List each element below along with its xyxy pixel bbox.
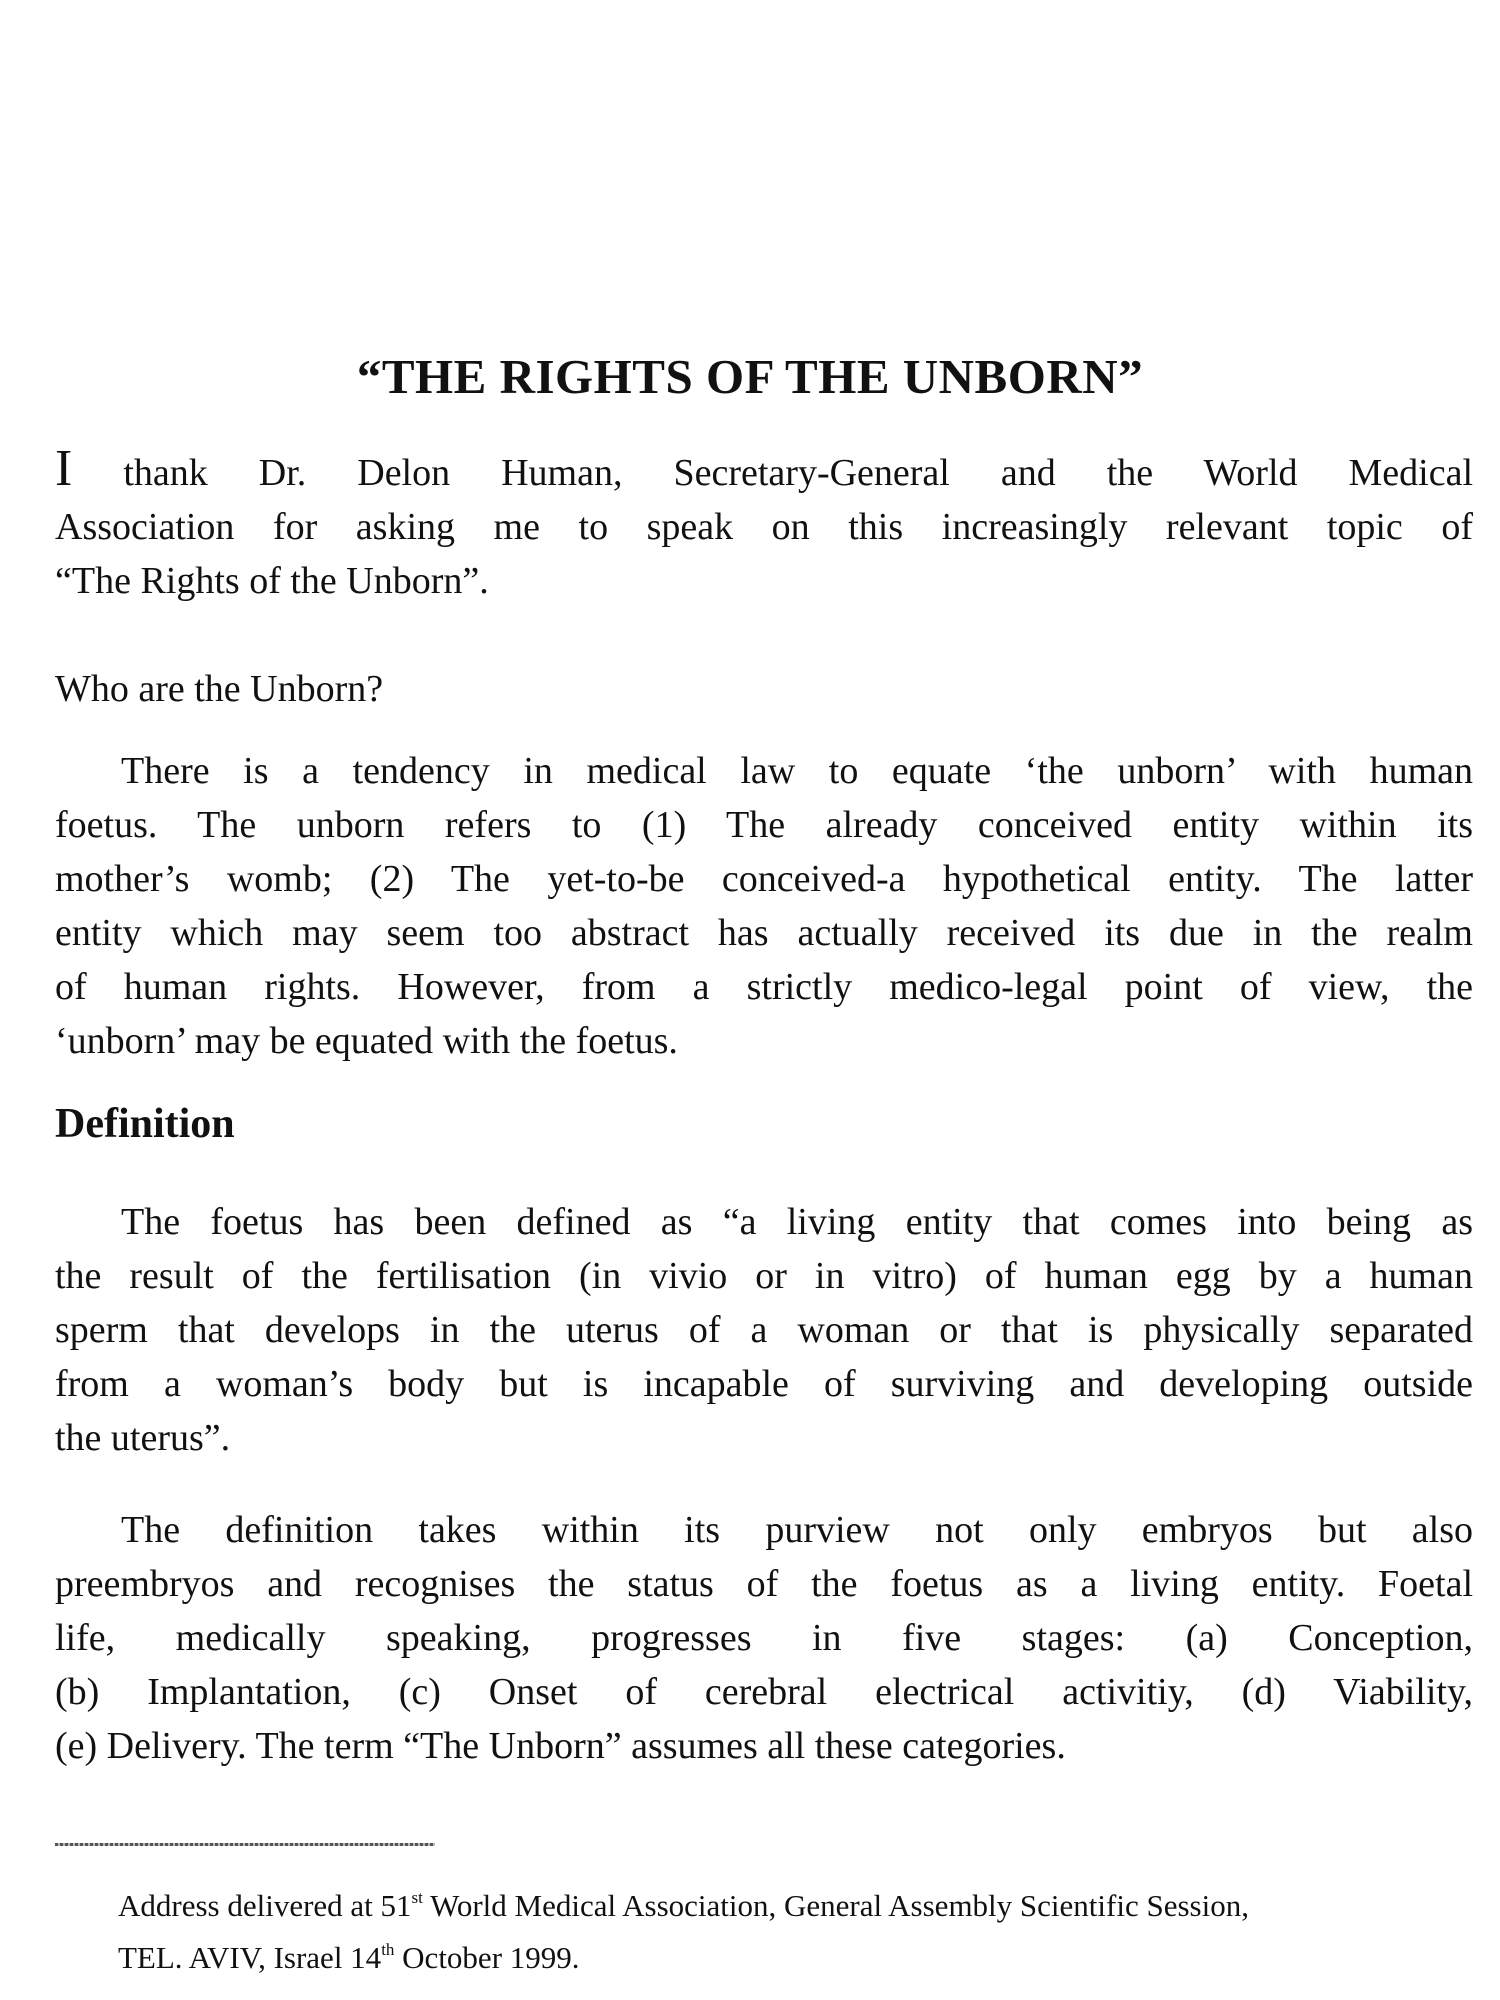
paragraph-line: There is a tendency in medical law to equate ‘the unborn’ with human <box>121 750 1473 792</box>
intro-paragraph <box>55 442 1473 608</box>
paragraph-line: entity which may seem too abstract has actually received its due in the realm <box>55 912 1473 954</box>
intro-line: Association for asking me to speak on this increasingly relevant topic of <box>55 506 1473 548</box>
paragraph-line: the uterus”. <box>55 1417 231 1459</box>
paragraph-line: life, medically speaking, progresses in five stages: (a) Conception, <box>55 1617 1473 1659</box>
paragraph-line: mother’s womb; (2) The yet-to-be conceived-a hypothetical entity. The latter <box>55 858 1473 900</box>
footnote-text: TEL. AVIV, Israel 14 <box>118 1940 382 1975</box>
paragraph-line: of human rights. However, from a strictly medico-legal point of view, the <box>55 966 1473 1008</box>
footnote-line <box>118 1880 1473 1932</box>
paragraph-line: (e) Delivery. The term “The Unborn” assumes all these categories. <box>55 1725 1066 1767</box>
footnote <box>118 1880 1473 1984</box>
intro-line: “The Rights of the Unborn”. <box>55 560 489 602</box>
paragraph-line: ‘unborn’ may be equated with the foetus. <box>55 1020 678 1062</box>
paragraph-line: The foetus has been defined as “a living entity that comes into being as <box>121 1201 1473 1243</box>
paragraph-line: preembryos and recognises the status of the foetus as a living entity. Foetal <box>55 1563 1473 1605</box>
footnote-superscript: st <box>411 1888 423 1907</box>
section-heading-definition: Definition <box>55 1101 235 1147</box>
paragraph-line: the result of the fertilisation (in vivio or in vitro) of human egg by a human <box>55 1255 1473 1297</box>
paragraph-stages <box>55 1503 1473 1773</box>
footnote-line <box>118 1932 1473 1984</box>
drop-cap: I <box>55 440 73 497</box>
paragraph-definition <box>55 1195 1473 1465</box>
paragraph-unborn <box>55 744 1473 1068</box>
intro-line-text: thank Dr. Delon Human, Secretary-General and the World Medical <box>72 452 1473 494</box>
paragraph-line: The definition takes within its purview not only embryos but also <box>121 1509 1473 1551</box>
footnote-divider <box>55 1843 435 1846</box>
footnote-text: October 1999. <box>394 1940 580 1975</box>
intro-line <box>55 442 1473 500</box>
footnote-superscript: th <box>381 1940 395 1959</box>
paragraph-line: (b) Implantation, (c) Onset of cerebral electrical activitiy, (d) Viability, <box>55 1671 1473 1713</box>
paragraph-line: foetus. The unborn refers to (1) The already conceived entity within its <box>55 804 1473 846</box>
paragraph-line: sperm that develops in the uterus of a woman or that is physically separated <box>55 1309 1473 1351</box>
document-title: “THE RIGHTS OF THE UNBORN” <box>356 349 1144 404</box>
paragraph-line: from a woman’s body but is incapable of surviving and developing outside <box>55 1363 1473 1405</box>
footnote-text: Address delivered at 51 <box>118 1888 412 1923</box>
section-question: Who are the Unborn? <box>55 668 384 710</box>
footnote-text: World Medical Association, General Assembly Scientific Session, <box>422 1888 1249 1923</box>
